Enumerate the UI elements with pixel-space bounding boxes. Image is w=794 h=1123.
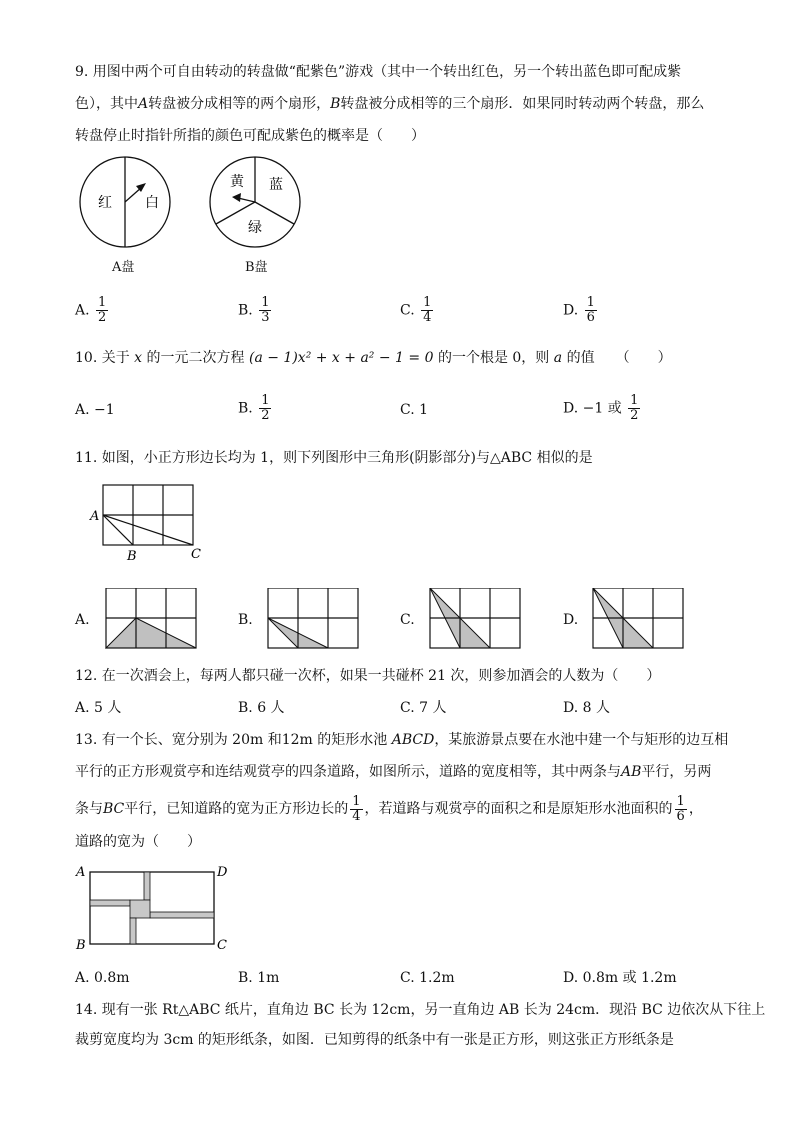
point-a-label: A [90,509,100,524]
q13-line2-a: 平行的正方形观赏亭和连结观赏亭的四条道路，如图所示，道路的宽度相等，其中两条与 [75,764,621,780]
numerator: 1 [261,295,270,310]
q11-option-b-figure[interactable] [267,588,362,650]
q14-line2: 裁剪宽度均为 3cm 的矩形纸条，如图．已知剪得的纸条中有一张是正方形，则这张正方形纸条是 [75,1032,674,1048]
q13-line2-b: 平行，另两 [641,764,712,780]
numerator: 1 [586,295,595,310]
q10-equation: (a − 1)x² + x + a² − 1 = 0 [248,350,434,366]
fraction [675,795,687,824]
spinner-b-top-left: 黄 [230,174,244,190]
spinner-b-caption: B盘 [245,260,268,275]
q9-line3: 转盘停止时指针所指的颜色可配成紫色的概率是（ ） [75,128,425,144]
point-c-label: C [217,938,227,953]
fraction [628,394,640,423]
q14-line1: 14. 现有一张 Rt△ABC 纸片，直角边 BC 长为 12cm，另一直角边 AB 长为 24cm．现沿 BC 边依次从下往上 [75,1002,766,1018]
q11-option-b[interactable]: B. [238,612,253,628]
q9-line2-b: 转盘被分成相等的两个扇形， [148,96,331,112]
q13-line3-c: ，若道路与观赏亭的面积之和是原矩形水池面积的 [364,801,673,817]
point-b-label: B [127,549,137,564]
denominator: 6 [586,310,595,325]
q13-line3-d: ， [688,801,703,817]
q9-var-a: A [138,96,149,112]
q13-option-d[interactable]: D. 0.8m 或 1.2m [563,970,677,986]
point-a-label: A [76,865,86,880]
fraction [421,296,433,325]
q13-pool-figure [72,862,242,954]
arrow-icon [232,193,241,202]
q12-option-c[interactable]: C. 7 人 [400,700,447,716]
q10-option-d[interactable] [563,394,642,423]
q9-line1: 9. 用图中两个可自由转动的转盘做“配紫色”游戏（其中一个转出红色，另一个转出蓝色即可配成紫 [75,64,682,80]
q11-option-c-figure[interactable] [429,588,524,650]
point-c-label: C [191,547,201,562]
q12-option-a[interactable]: A. 5 人 [75,700,122,716]
q13-line4: 道路的宽为（ ） [75,834,201,850]
denominator: 6 [676,808,685,824]
numerator: 1 [630,393,639,408]
q10-option-a[interactable]: A. −1 [75,402,115,418]
q13-line1-a: 13. 有一个长、宽分别为 20m 和12m 的矩形水池 [75,732,388,748]
q13-option-a[interactable]: A. 0.8m [75,970,130,986]
denominator: 2 [261,408,270,423]
q13-line1-b: ，某旅游景点要在水池中建一个与矩形的边互相 [434,732,729,748]
q11-option-c[interactable]: C. [400,612,415,628]
numerator: 1 [261,393,270,408]
numerator: 1 [98,295,107,310]
denominator: 4 [423,310,432,325]
denominator: 2 [98,310,107,325]
q9-option-a[interactable] [75,296,110,325]
q13-var-bc: BC [103,801,125,817]
q12-option-b[interactable]: B. 6 人 [238,700,285,716]
spinner-a-right: 白 [145,195,159,211]
q9-option-b[interactable] [238,296,273,325]
denominator: 2 [630,408,639,423]
fraction [96,296,108,325]
q11-stem: 11. 如图，小正方形边长均为 1，则下列图形中三角形(阴影部分)与△ABC 相似的是 [75,450,593,466]
q9-var-b: B [330,96,341,112]
q12-option-d[interactable]: D. 8 人 [563,700,610,716]
q13-line3 [75,792,703,826]
denominator: 3 [261,310,270,325]
option-label: C. [400,302,415,319]
q9-spinners-figure [70,156,320,256]
q10-var-a: a [553,350,563,366]
q13-var-abcd: ABCD [391,732,435,748]
q11-option-a-figure[interactable] [105,588,200,650]
q10-option-c[interactable]: C. 1 [400,402,429,418]
fraction [585,296,597,325]
q11-reference-figure [85,480,210,565]
q9-line2 [75,94,704,114]
denominator: 4 [352,808,361,824]
q13-option-b[interactable]: B. 1m [238,970,280,986]
q11-option-d[interactable]: D. [563,612,579,628]
spinner-a-left: 红 [98,195,112,211]
q13-line1 [75,730,728,750]
q10-text-b: 的一元二次方程 [146,350,245,366]
point-b-label: B [76,938,86,953]
q9-option-c[interactable] [400,296,435,325]
numerator: 1 [423,295,432,310]
q11-option-d-figure[interactable] [592,588,687,650]
numerator: 1 [352,793,361,809]
q13-option-c[interactable]: C. 1.2m [400,970,455,986]
q9-line2-a: 色），其中 [75,96,138,112]
point-d-label: D [217,865,228,880]
option-label: D. −1 或 [563,400,622,417]
q10-text-c: 的一个根是 0，则 [437,350,550,366]
q11-option-a[interactable]: A. [75,612,90,628]
spinner-b-bottom: 绿 [248,220,262,236]
q13-line3-a: 条与 [75,801,103,817]
q10-text-d: 的值 （ ） [566,350,672,366]
option-label: B. [238,400,253,417]
spinner-a [80,157,170,247]
q10-option-b[interactable] [238,394,273,423]
q10-var-x: x [134,350,143,366]
q9-line2-c: 转盘被分成相等的三个扇形．如果同时转动两个转盘，那么 [340,96,705,112]
q10-stem [75,348,672,368]
q13-line2 [75,762,711,782]
spinner-a-caption: A盘 [112,260,135,275]
numerator: 1 [676,793,685,809]
fraction [259,394,271,423]
q10-text-a: 10. 关于 [75,350,130,366]
fraction [350,795,362,824]
q13-var-ab: AB [621,764,642,780]
q12-stem: 12. 在一次酒会上，每两人都只碰一次杯，如果一共碰杯 21 次，则参加酒会的人数为（ ） [75,668,661,684]
option-label: B. [238,302,253,319]
spinner-b [210,157,300,247]
option-label: A. [75,302,90,319]
fraction [259,296,271,325]
option-label: D. [563,302,579,319]
spinner-b-top-right: 蓝 [269,177,283,193]
q9-option-d[interactable] [563,296,599,325]
q13-line3-b: 平行，已知道路的宽为正方形边长的 [124,801,349,817]
